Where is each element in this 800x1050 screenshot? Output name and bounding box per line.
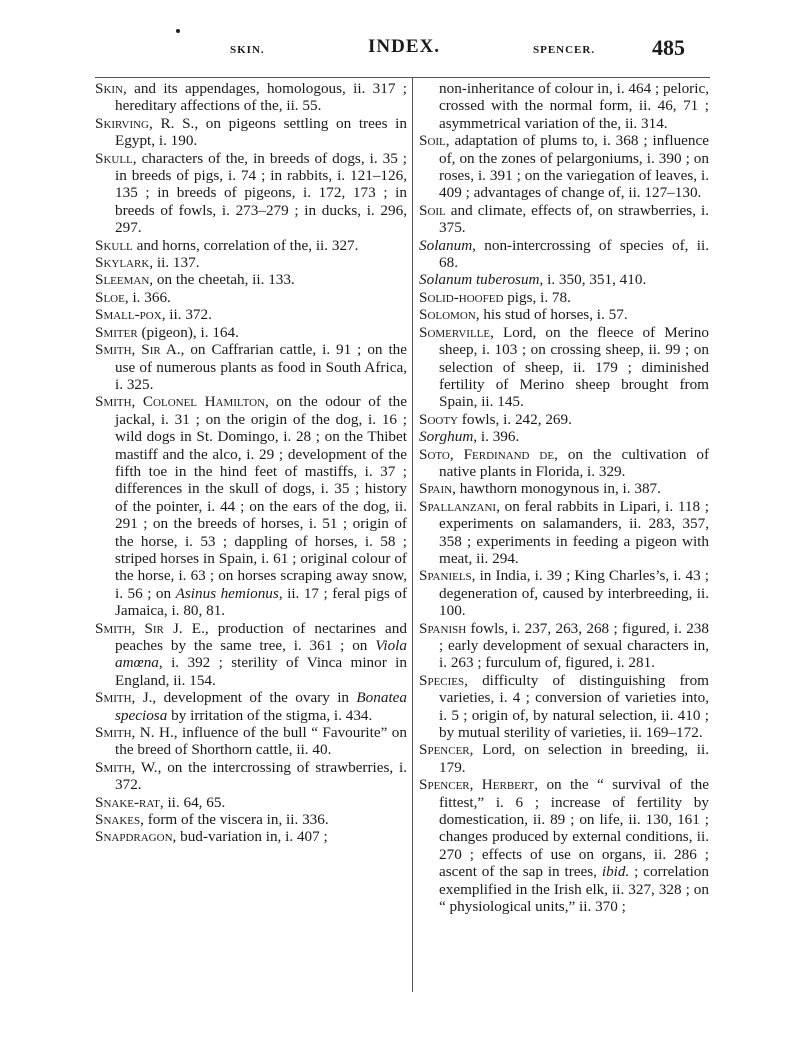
entry-text: and horns, correlation of the, ii. 327.	[132, 236, 359, 254]
index-entry	[95, 254, 407, 271]
entry-heading: Sleeman	[95, 271, 150, 289]
index-entry	[95, 794, 407, 811]
column-divider	[412, 77, 413, 992]
entry-text-tail: by irritation of the stigma, i. 434.	[167, 706, 373, 724]
index-entry	[419, 289, 709, 306]
index-entry	[95, 759, 407, 794]
index-entry	[419, 271, 709, 288]
index-entry	[95, 80, 407, 115]
page-number: 485	[652, 35, 685, 60]
index-entry	[419, 672, 709, 742]
index-entry	[419, 567, 709, 619]
entry-heading: Skull	[95, 149, 133, 167]
index-entry	[95, 811, 407, 828]
entry-text: , on pigeons settling on trees in Egypt, i. 190.	[115, 114, 407, 150]
entry-heading: Skull	[95, 236, 133, 254]
entry-heading: Smith, Colonel Hamilton	[95, 393, 266, 411]
entry-text: , on the cheetah, ii. 133.	[149, 271, 295, 289]
header-last-word: SPENCER.	[533, 44, 596, 56]
entry-heading: Spencer	[419, 741, 470, 759]
entry-text: non-inheritance of colour in, i. 464 ; peloric, crossed with the normal form, ii. 46, 71 ; asymmetrical variation of the, ii. 314.	[439, 80, 709, 132]
entry-text-tail: , i. 392 ; sterility of Vinca minor in England, ii. 154.	[115, 654, 407, 689]
index-entry	[419, 306, 709, 323]
entry-text: , i. 366.	[124, 288, 171, 306]
running-header	[0, 36, 800, 66]
entry-italic-term: Viola amœna	[115, 637, 407, 672]
index-entry	[419, 202, 709, 237]
index-entry	[95, 393, 407, 619]
entry-heading: Smith, Sir A.	[95, 341, 181, 359]
entry-heading: Skylark	[95, 254, 150, 272]
entry-text: , Lord, on selection in breeding, ii. 179.	[439, 741, 709, 776]
entry-text: pigs, i. 78.	[503, 288, 571, 306]
entry-text: , on Caffrarian cattle, i. 91 ; on the use of numerous plants as food in South Africa, i. 325.	[115, 341, 407, 393]
entry-text: , ii. 372.	[161, 306, 212, 324]
entry-text: , difficulty of distinguishing from varieties, i. 4 ; conversion of varieties into, i. 5 ; origin of, by natural selection, ii. 410 ; by mutual sterility of varieties, ii. 169–172.	[439, 671, 709, 742]
index-entry	[419, 428, 709, 445]
entry-heading: Skin	[95, 80, 123, 97]
index-entry	[419, 132, 709, 202]
header-rule	[95, 77, 710, 78]
entry-text: , hawthorn monogynous in, i. 387.	[452, 480, 661, 498]
entry-italic-term: Bonatea speciosa	[115, 689, 408, 724]
entry-heading: Soil	[419, 201, 446, 219]
header-first-word: SKIN.	[230, 44, 265, 56]
entry-italic-term: Asinus hemionus	[175, 584, 279, 602]
index-entry	[95, 271, 407, 288]
entry-text: fowls, i. 237, 263, 268 ; figured, i. 238 ; early development of sexual characters in, i. 263 ; furculum of, figured, i. 281.	[439, 619, 709, 672]
entry-heading: Sloe	[95, 288, 125, 306]
entry-heading: Soil	[419, 132, 446, 150]
entry-heading: Skirving, R. S.	[95, 114, 195, 132]
entry-heading: Spencer, Herbert	[419, 776, 535, 794]
entry-text-tail: , i. 396.	[473, 428, 520, 446]
entry-heading: Species	[419, 671, 465, 689]
entry-heading: Snakes	[95, 811, 141, 829]
index-entry	[95, 306, 407, 323]
entry-heading: Solomon	[419, 306, 476, 324]
entry-italic-term: ibid.	[601, 863, 630, 881]
entry-text: , on the “ survival of the fittest,” i. 6 ; increase of fertility by domestication, ii. 89 ; on life, ii. 130, 161 ; changes produced by external conditions, ii. 270 ; effects of use on organs, ii. 286 ; ascent of the sap in trees,	[439, 776, 709, 881]
entry-italic-term: Solanum tuberosum	[419, 271, 540, 289]
entry-text: , adaptation of plums to, i. 368 ; influence of, on the zones of pelargoniums, i. 390 ; on roses, i. 391 ; on the variegation of leaves, i. 409 ; advantages of change of, ii. 127–130.	[439, 132, 709, 202]
entry-text: , his stud of horses, i. 57.	[475, 306, 628, 324]
entry-text-tail: , ii. 17 ; feral pigs of Jamaica, i. 80, 81.	[115, 584, 407, 620]
index-entry	[95, 689, 407, 724]
entry-text-tail: , i. 350, 351, 410.	[539, 271, 647, 289]
entry-heading: Smith, W.	[95, 758, 158, 776]
entry-heading: Somerville	[419, 323, 491, 341]
entry-heading: Snapdragon	[95, 828, 173, 846]
index-entry	[419, 498, 709, 568]
index-entry	[95, 828, 407, 845]
index-entry	[95, 237, 407, 254]
index-entry	[95, 150, 407, 237]
entry-text: , Lord, on the fleece of Merino sheep, i. 103 ; on crossing sheep, ii. 99 ; on selection of sheep, ii. 179 ; diminished fertility of Merino sheep brought from Spain, ii. 145.	[439, 323, 709, 411]
entry-text: , in India, i. 39 ; King Charles’s, i. 43 ; degeneration of, caused by interbreeding, ii. 100.	[439, 567, 709, 620]
entry-text: , ii. 64, 65.	[159, 793, 226, 811]
page-title: INDEX.	[368, 36, 440, 57]
index-entry	[95, 620, 407, 690]
entry-text-tail: , non-intercrossing of species of, ii. 68.	[439, 236, 709, 272]
entry-heading: Smith, N. H.	[95, 724, 174, 742]
index-column-left	[95, 80, 407, 846]
index-entry	[419, 480, 709, 497]
index-entry	[95, 724, 407, 759]
entry-text: , ii. 137.	[149, 254, 200, 272]
entry-text: , and its appendages, homologous, ii. 317 ; hereditary affections of the, ii. 55.	[115, 80, 407, 115]
entry-heading: Soto, Ferdinand de	[419, 445, 555, 463]
entry-text: , on the intercrossing of strawberries, i. 372.	[115, 758, 408, 794]
entry-heading: Spain	[419, 480, 453, 498]
entry-text: , development of the ovary in	[152, 689, 357, 707]
entry-heading: Small-pox	[95, 306, 162, 324]
entry-text: , characters of the, in breeds of dogs, i. 35 ; in breeds of pigs, i. 74 ; in rabbits, i. 121–126, 135 ; in breeds of pigeons, i. 172, 173 ; in breeds of fowls, i. 273–279 ; in ducks, i. 296, 297.	[115, 149, 407, 237]
index-column-right	[419, 80, 709, 916]
entry-italic-term: Sorghum	[419, 428, 474, 446]
entry-text: , on feral rabbits in Lipari, i. 118 ; experiments on salamanders, ii. 283, 357, 358 ; experiments in feeding a pigeon with meat, ii. 294.	[439, 497, 709, 567]
entry-heading: Spanish	[419, 619, 467, 637]
entry-heading: Smith, Sir J. E.	[95, 619, 205, 637]
entry-text: , influence of the bull “ Favourite” on the breed of Shorthorn cattle, ii. 40.	[115, 724, 407, 759]
index-entry	[95, 341, 407, 393]
index-entry	[419, 446, 709, 481]
entry-heading: Spallanzani	[419, 497, 497, 515]
index-entry	[95, 115, 407, 150]
entry-text: and climate, effects of, on strawberries, i. 375.	[439, 201, 709, 237]
index-entry	[419, 80, 709, 132]
entry-heading: Snake-rat	[95, 793, 160, 811]
entry-text: , bud-variation in, i. 407 ;	[172, 828, 328, 846]
entry-text: , production of nectarines and peaches by the same tree, i. 361 ; on	[115, 619, 407, 654]
index-entry	[95, 324, 407, 341]
index-entry	[95, 289, 407, 306]
ink-dot	[176, 29, 180, 33]
index-entry	[419, 741, 709, 776]
entry-text: , form of the viscera in, ii. 336.	[140, 811, 329, 829]
entry-text: , on the cultivation of native plants in Florida, i. 329.	[439, 445, 709, 480]
entry-heading: Smith, J.	[95, 689, 153, 707]
entry-text-tail: ; correlation exemplified in the Irish elk, ii. 327, 328 ; on “ physiological units,” ii. 370 ;	[439, 863, 709, 916]
entry-heading: Sooty	[419, 410, 458, 428]
entry-heading: Solid-hoofed	[419, 288, 504, 306]
entry-heading: Spaniels	[419, 567, 472, 585]
entry-text: fowls, i. 242, 269.	[458, 410, 572, 428]
index-entry	[419, 324, 709, 411]
index-entry	[419, 237, 709, 272]
entry-heading: Smiter	[95, 323, 138, 341]
entry-text: , on the odour of the jackal, i. 31 ; on the origin of the dog, i. 16 ; wild dogs in St. Domingo, i. 28 ; on the Thibet mastiff and the alco, i. 29 ; development of the fifth toe in the hind feet of mastiffs, i. 37 ; differences in the skull of dogs, i. 35 ; history of the pointer, i. 44 ; on the ears of the dog, ii. 291 ; on the breeds of horses, i. 51 ; origin of the horse, i. 53 ; dappling of horses, i. 58 ; striped horses in Spain, i. 61 ; original colour of the horse, i. 63 ; on horses scraping away snow, i. 56 ; on	[115, 393, 407, 602]
index-entry	[419, 620, 709, 672]
entry-italic-term: Solanum	[419, 236, 473, 254]
index-entry	[419, 411, 709, 428]
index-entry	[419, 776, 709, 915]
entry-text: (pigeon), i. 164.	[137, 323, 239, 341]
